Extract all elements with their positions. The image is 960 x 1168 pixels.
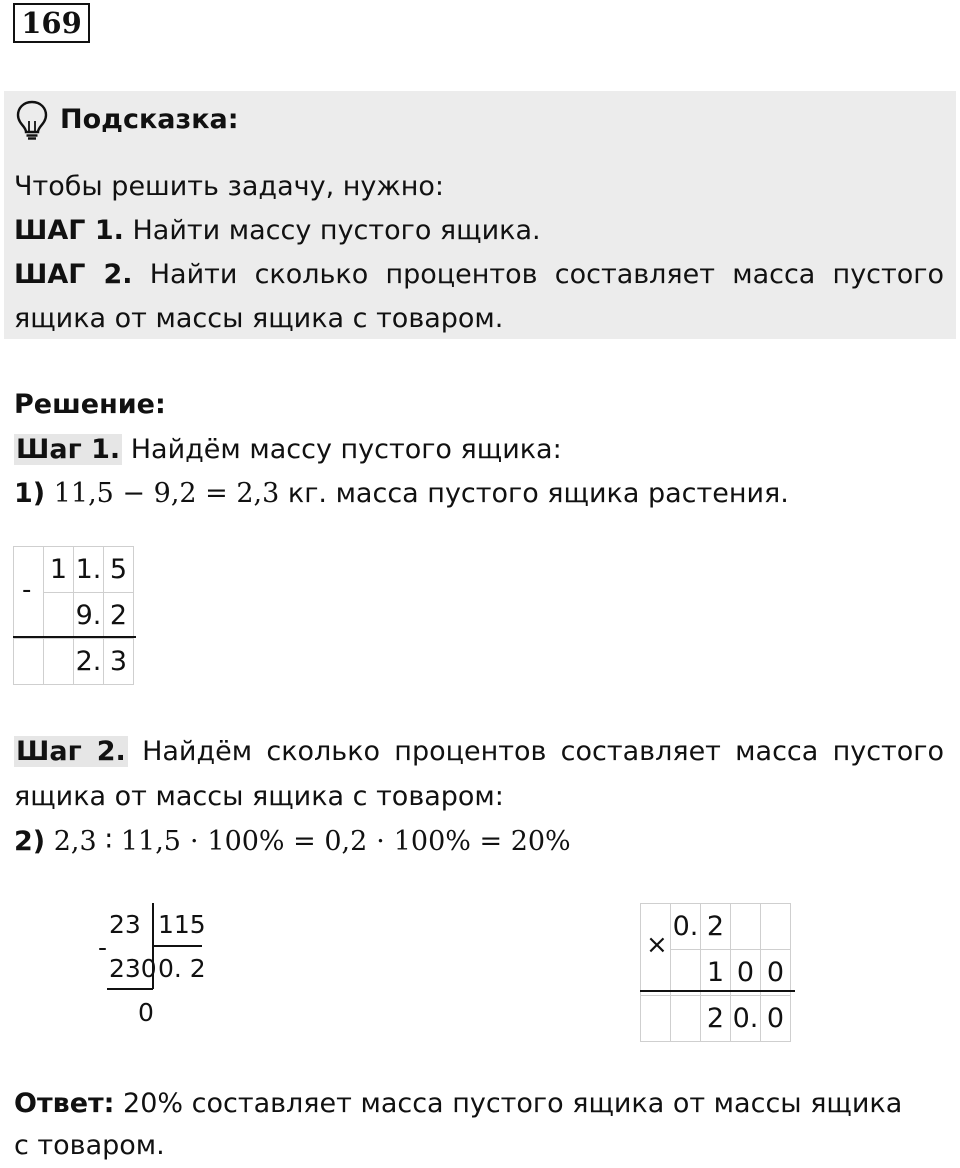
division-quotient: 0. 2 <box>158 954 206 983</box>
sub-row-3 <box>14 639 134 685</box>
eq1-math: 11,5 − 9,2 = 2,3 <box>53 478 280 509</box>
answer-text-line1: 20% составляет масса пустого ящика от массы ящика <box>123 1088 903 1119</box>
mult-cell <box>671 950 701 996</box>
solution-title: Решение: <box>14 389 166 420</box>
division-product: 230 <box>109 954 157 983</box>
mult-cell: 2 <box>701 996 731 1042</box>
lightbulb-icon <box>14 99 50 141</box>
hint-step2-text-line2: ящика от массы ящика с товаром. <box>14 303 504 334</box>
hint-step2 <box>14 253 944 297</box>
mult-cell: 1 <box>701 950 731 996</box>
division-minus-sign: - <box>98 933 108 962</box>
eq2-math: 2,3 ∶ 11,5 ⋅ 100% = 0,2 ⋅ 100% = 20% <box>53 826 571 857</box>
mult-times-sign: × <box>646 930 668 960</box>
solution-step1 <box>14 428 562 472</box>
hint-step1-text: Найти массу пустого ящика. <box>132 215 541 246</box>
mult-row-3 <box>641 996 791 1042</box>
long-division <box>86 900 226 1030</box>
hint-step2-text-line1: Найти сколько процентов составляет масса пустого <box>149 259 944 290</box>
multiplication-column <box>640 903 791 1042</box>
mult-cell <box>761 904 791 950</box>
equation-2 <box>14 820 571 864</box>
sub-cell <box>44 639 74 685</box>
answer-label: Ответ: <box>14 1088 115 1119</box>
sub-result-line <box>13 636 136 638</box>
division-dividend: 23 <box>109 910 141 939</box>
division-divisor-line <box>152 945 202 947</box>
division-product-line <box>107 988 153 990</box>
eq1-prefix: 1) <box>14 478 46 509</box>
equation-1 <box>14 472 789 516</box>
mult-cell: 2 <box>701 904 731 950</box>
sub-minus-sign: - <box>22 575 32 605</box>
answer-text-line2: с товаром. <box>14 1130 165 1161</box>
mult-cell: 0. <box>671 904 701 950</box>
sub-row-1 <box>14 547 134 593</box>
mult-cell: 0 <box>761 950 791 996</box>
hint-step1-label: ШАГ 1. <box>14 215 124 246</box>
mult-cell: 0 <box>761 996 791 1042</box>
sub-cell <box>44 593 74 639</box>
sub-cell: 1 <box>44 547 74 593</box>
sub-cell: 2. <box>74 639 104 685</box>
step2-text-line2: ящика от массы ящика с товаром: <box>14 781 504 812</box>
step2-text-line1: Найдём сколько процентов составляет масса пустого <box>142 736 944 767</box>
solution-step2 <box>14 730 944 774</box>
mult-cell <box>641 996 671 1042</box>
mult-result-line <box>640 990 795 992</box>
answer-line-1 <box>14 1082 902 1126</box>
mult-cell <box>731 904 761 950</box>
eq1-text: кг. масса пустого ящика растения. <box>287 478 789 509</box>
hint-intro: Чтобы решить задачу, нужно: <box>14 171 444 202</box>
step1-label: Шаг 1. <box>16 434 121 465</box>
division-divisor: 115 <box>158 910 206 939</box>
sub-row-2 <box>14 593 134 639</box>
sub-cell: 1. <box>74 547 104 593</box>
step1-text: Найдём массу пустого ящика: <box>130 434 562 465</box>
eq2-prefix: 2) <box>14 826 46 857</box>
hint-step2-label: ШАГ 2. <box>14 259 133 290</box>
mult-cell <box>671 996 701 1042</box>
subtraction-column <box>13 546 134 685</box>
hint-step1 <box>14 209 541 253</box>
hint-title: Подсказка: <box>60 104 239 135</box>
mult-cell: 0 <box>731 950 761 996</box>
sub-cell: 9. <box>74 593 104 639</box>
mult-cell: 0. <box>731 996 761 1042</box>
step2-label: Шаг 2. <box>16 736 126 767</box>
division-remainder: 0 <box>138 998 154 1027</box>
task-number: 169 <box>13 3 90 43</box>
sub-cell <box>14 639 44 685</box>
sub-cell: 3 <box>104 639 134 685</box>
sub-cell: 2 <box>104 593 134 639</box>
sub-cell: 5 <box>104 547 134 593</box>
